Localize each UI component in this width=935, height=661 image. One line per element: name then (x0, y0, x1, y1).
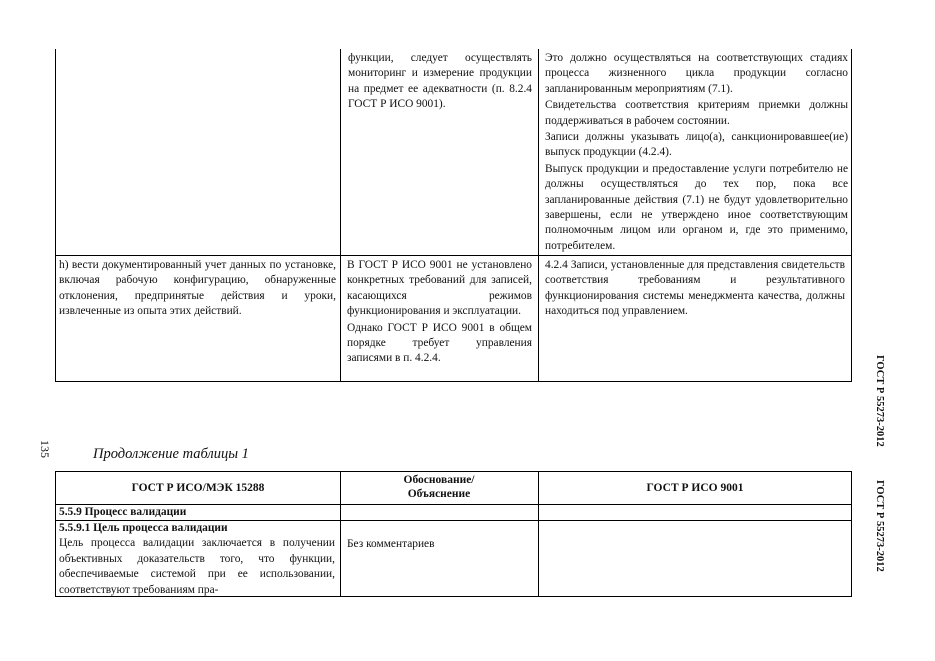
side-code-lower: ГОСТ Р 55273-2012 (874, 480, 885, 572)
cell-text: Однако ГОСТ Р ИСО 9001 в общем порядке требует управления записями в п. 4.2.4. (347, 321, 532, 365)
page-number: 135 (38, 440, 52, 458)
side-code-upper: ГОСТ Р 55273-2012 (874, 355, 885, 447)
cell-text: Свидетельства соответствия критериям приемки должны поддерживаться в рабочем состоянии. (545, 99, 848, 127)
subsection-title: 5.5.9.1 Цель процесса валидации (59, 522, 228, 534)
cell-text: Выпуск продукции и предоставление услуги потребителю не должны осуществляться до тех пор, пока все запланированные действия (7.1) не будут удовлетворительно завершены, если не утверждено иное соответствующим полномочным лицом или органом и, где это применимо, потребителем. (545, 162, 848, 252)
column-divider (340, 49, 341, 381)
cell-text: функции, следует осуществлять мониторинг и измерение продукции на предмет ее адекватности (п. 8.2.4 ГОСТ Р ИСО 9001). (348, 52, 532, 111)
table-caption: Продолжение таблицы 1 (93, 446, 249, 462)
body-text: Цель процесса валидации заключается в получении объективных доказательств того, что функции, обеспечиваемые системой при ее использовании, соответствуют требованиям пра- (59, 537, 335, 596)
section-title: 5.5.9 Процесс валидации (59, 506, 187, 518)
upper-table (55, 49, 852, 382)
header-divider (56, 504, 851, 505)
comment-text: Без комментариев (347, 538, 435, 550)
cell-text: 4.2.4 Записи, установленные для представления свидетельств соответствия требованиям и результативного функционирования системы менеджмента качества, должны находиться под управлением. (545, 259, 845, 318)
cell-r2-c1 (59, 258, 336, 320)
cell-text: Это должно осуществляться на соответствующих стадиях процесса жизненного цикла продукции согласно запланированным мероприятиям (7.1). (545, 52, 848, 95)
cell-text: h) вести документированный учет данных по установке, включая рабочую конфигурацию, обнаруженные отклонения, предпринятые действия и уроки, извлеченные из опыта этих действий. (59, 259, 336, 318)
lower-table (55, 471, 852, 597)
cell-r2-c3 (545, 258, 845, 320)
header-col1: ГОСТ Р ИСО/МЭК 15288 (131, 482, 265, 494)
cell-text: В ГОСТ Р ИСО 9001 не установлено конкретных требований для записей, касающихся режимов функционирования и эксплуатации. (347, 259, 532, 318)
cell-body (59, 521, 335, 598)
cell-r1-c2 (348, 51, 532, 113)
column-divider (340, 472, 341, 596)
cell-text: Записи должны указывать лицо(а), санкционировавшее(ие) выпуск продукции (4.2.4). (545, 131, 848, 159)
column-divider (538, 49, 539, 381)
header-col2: Обоснование/ Объяснение (403, 474, 475, 500)
cell-r2-c2 (347, 258, 532, 368)
cell-r1-c3 (545, 51, 848, 255)
header-col3: ГОСТ Р ИСО 9001 (646, 482, 744, 494)
